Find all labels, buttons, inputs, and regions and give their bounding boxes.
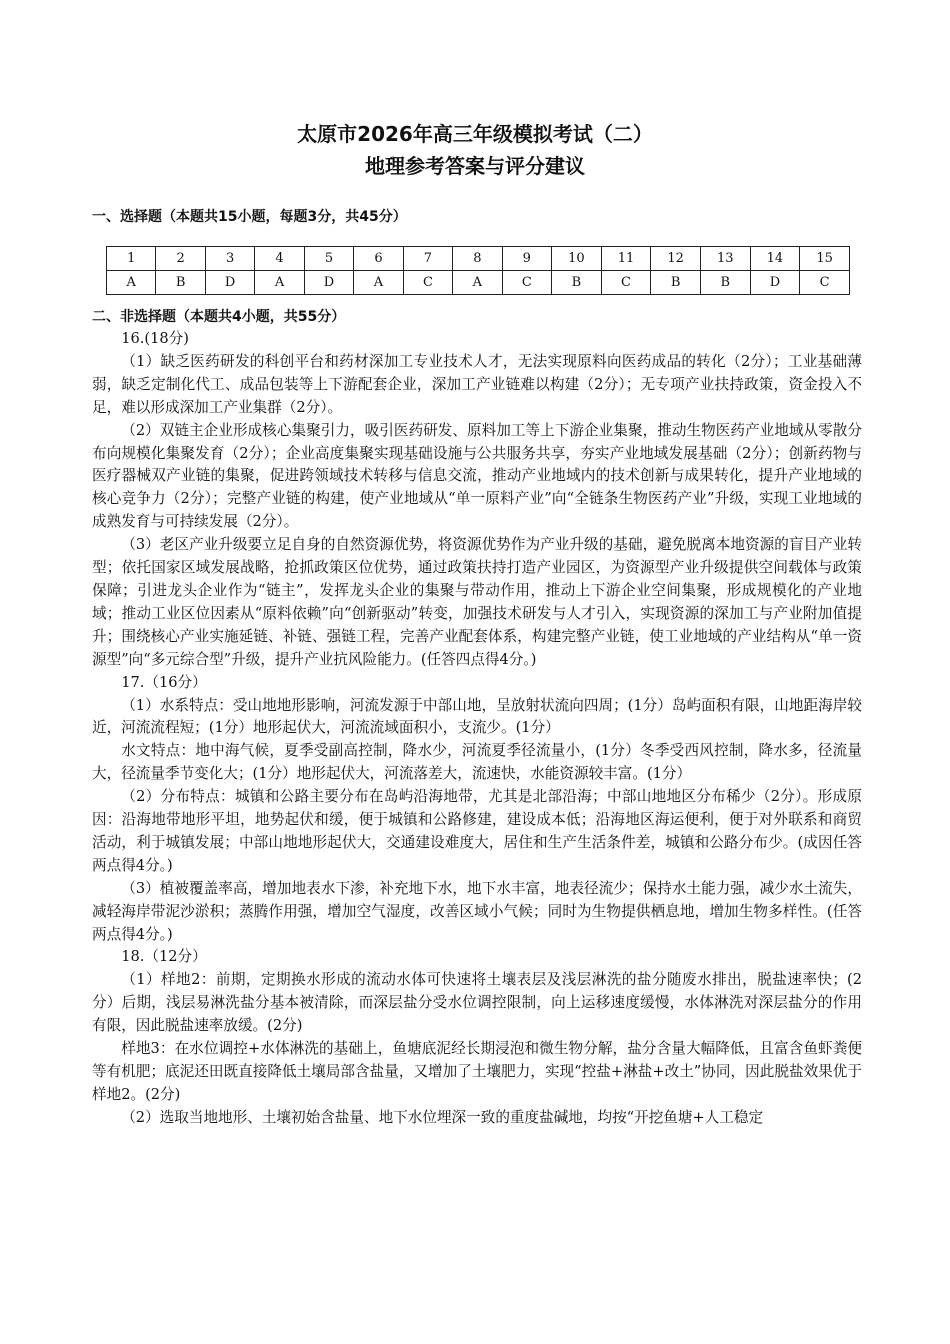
answer-cell: A — [453, 271, 502, 295]
answer-body — [92, 328, 862, 1130]
section-heading-nonchoice: 二、非选择题（本题共4小题，共55分） — [92, 309, 346, 325]
answer-paragraph: （3）植被覆盖率高，增加地表水下渗，补充地下水，地下水丰富，地表径流少；保持水土能力强，减少水土流失，减轻海岸带泥沙淤积；蒸腾作用强，增加空气湿度，改善区域小气候；同时为生物提供栖息地，增加生物多样性。(任答两点得4分。) — [92, 879, 862, 943]
answer-paragraph: （2）双链主企业形成核心集聚引力，吸引医药研发、原料加工等上下游企业集聚，推动生物医药产业地域从零散分布向规模化集聚发育（2分）；企业高度集聚实现基础设施与公共服务共享，夯实产业地域发展基础（2分）；创新药物与医疗器械双产业链的集聚，促进跨领域技术转移与信息交流，推动产业地域内的技术创新与成果转化，提升产业地域的核心竞争力（2分）；完整产业链的构建，使产业地域从“单一原料产业”向“全链条生物医药产业”升级，实现工业地域的成熟发育与可持续发展（2分）。 — [92, 421, 862, 531]
question-number: 4 — [255, 247, 304, 271]
answer-paragraph: （2）选取当地地形、土壤初始含盐量、地下水位埋深一致的重度盐碱地，均按“开挖鱼塘+人工稳定 — [121, 1108, 764, 1126]
question-number: 6 — [354, 247, 403, 271]
answer-cell: A — [255, 271, 304, 295]
question-number: 7 — [403, 247, 452, 271]
question-number-row — [107, 247, 850, 271]
answer-paragraph: 水文特点：地中海气候，夏季受副高控制，降水少，河流夏季径流量小，(1分）冬季受西风控制，降水多，径流量大，径流量季节变化大；(1分）地形起伏大，河流落差大，流速快，水能资源较丰富。(1分） — [92, 742, 862, 783]
question-number: 13 — [700, 247, 750, 271]
question-heading: 16.(18分) — [121, 330, 189, 347]
question-number: 1 — [107, 247, 156, 271]
page-title: 太原市2026年高三年级模拟考试（二） — [297, 122, 653, 146]
answer-cell: D — [750, 271, 800, 295]
question-number: 10 — [552, 247, 602, 271]
answer-paragraph: （1）样地2：前期，定期换水形成的流动水体可快速将土壤表层及浅层淋洗的盐分随废水排出，脱盐速率快；(2分）后期，浅层易淋洗盐分基本被清除，而深层盐分受水位调控限制，向上运移速度缓慢，水体淋洗对深层盐分的作用有限，因此脱盐速率放缓。(2分) — [92, 971, 862, 1035]
answer-cell: D — [205, 271, 254, 295]
page-subtitle: 地理参考答案与评分建议 — [365, 154, 585, 178]
answer-paragraph: （1）缺乏医药研发的科创平台和药材深加工专业技术人才，无法实现原料向医药成品的转化（2分）；工业基础薄弱，缺乏定制化代工、成品包装等上下游配套企业，深加工产业链难以构建（2分）；无专项产业扶持政策，资金投入不足，难以形成深加工产业集群（2分）。 — [92, 352, 862, 416]
question-number: 3 — [205, 247, 254, 271]
answer-cell: A — [107, 271, 156, 295]
question-heading: 18.（12分） — [121, 948, 207, 966]
question-number: 15 — [800, 247, 850, 271]
answer-paragraph: （3）老区产业升级要立足自身的自然资源优势，将资源优势作为产业升级的基础，避免脱离本地资源的盲目产业转型；依托国家区域发展战略，抢抓政策区位优势，通过政策扶持打造产业园区，为资源型产业升级提供空间载体与政策保障；引进龙头企业作为“链主”，发挥龙头企业的集聚与带动作用，推动上下游企业空间集聚，形成规模化的产业地域；推动工业区位因素从“原料依赖”向“创新驱动”转变，加强技术研发与人才引入，实现资源的深加工与产业附加值提升；围绕核心产业实施延链、补链、强链工程，完善产业配套体系，构建完整产业链，使工业地域的产业结构从“单一资源型”向“多元综合型”升级，提升产业抗风险能力。(任答四点得4分。) — [92, 536, 862, 668]
answer-cell: C — [403, 271, 452, 295]
answer-cell: B — [552, 271, 602, 295]
answer-paragraph: 样地3：在水位调控+水体淋洗的基础上，鱼塘底泥经长期浸泡和微生物分解，盐分含量大幅降低，且富含鱼虾粪便等有机肥；底泥还田既直接降低土壤局部含盐量，又增加了土壤肥力，实现“控盐+淋盐+改土”协同，因此脱盐效果优于样地2。(2分) — [92, 1040, 862, 1103]
question-number: 14 — [750, 247, 800, 271]
question-heading: 17.（16分） — [121, 673, 207, 691]
section-heading-choice: 一、选择题（本题共15小题，每题3分，共45分） — [92, 209, 407, 225]
answer-cell: B — [651, 271, 701, 295]
question-number: 8 — [453, 247, 502, 271]
question-number: 2 — [156, 247, 205, 271]
answer-table — [106, 246, 850, 295]
answer-cell: C — [502, 271, 551, 295]
answer-cell: B — [156, 271, 205, 295]
question-number: 11 — [601, 247, 651, 271]
answer-cell: D — [304, 271, 353, 295]
answer-cell: C — [601, 271, 651, 295]
answer-paragraph: （2）分布特点：城镇和公路主要分布在岛屿沿海地带，尤其是北部沿海；中部山地地区分布稀少（2分）。形成原因：沿海地带地形平坦，地势起伏和缓，便于城镇和公路修建，建设成本低；沿海地区海运便利，便于对外联系和商贸活动，利于城镇发展；中部山地地形起伏大，交通建设难度大，居住和生产生活条件差，城镇和公路分布少。(成因任答两点得4分。) — [92, 788, 862, 874]
answer-cell: A — [354, 271, 403, 295]
answer-cell: C — [800, 271, 850, 295]
question-number: 12 — [651, 247, 701, 271]
answer-paragraph: （1）水系特点：受山地地形影响，河流发源于中部山地，呈放射状流向四周；(1分）岛屿面积有限，山地距海岸较近，河流流程短；(1分）地形起伏大，河流流域面积小，支流少。(1分） — [92, 696, 862, 737]
answer-cell: B — [700, 271, 750, 295]
question-number: 9 — [502, 247, 551, 271]
question-number: 5 — [304, 247, 353, 271]
answer-row — [107, 271, 850, 295]
